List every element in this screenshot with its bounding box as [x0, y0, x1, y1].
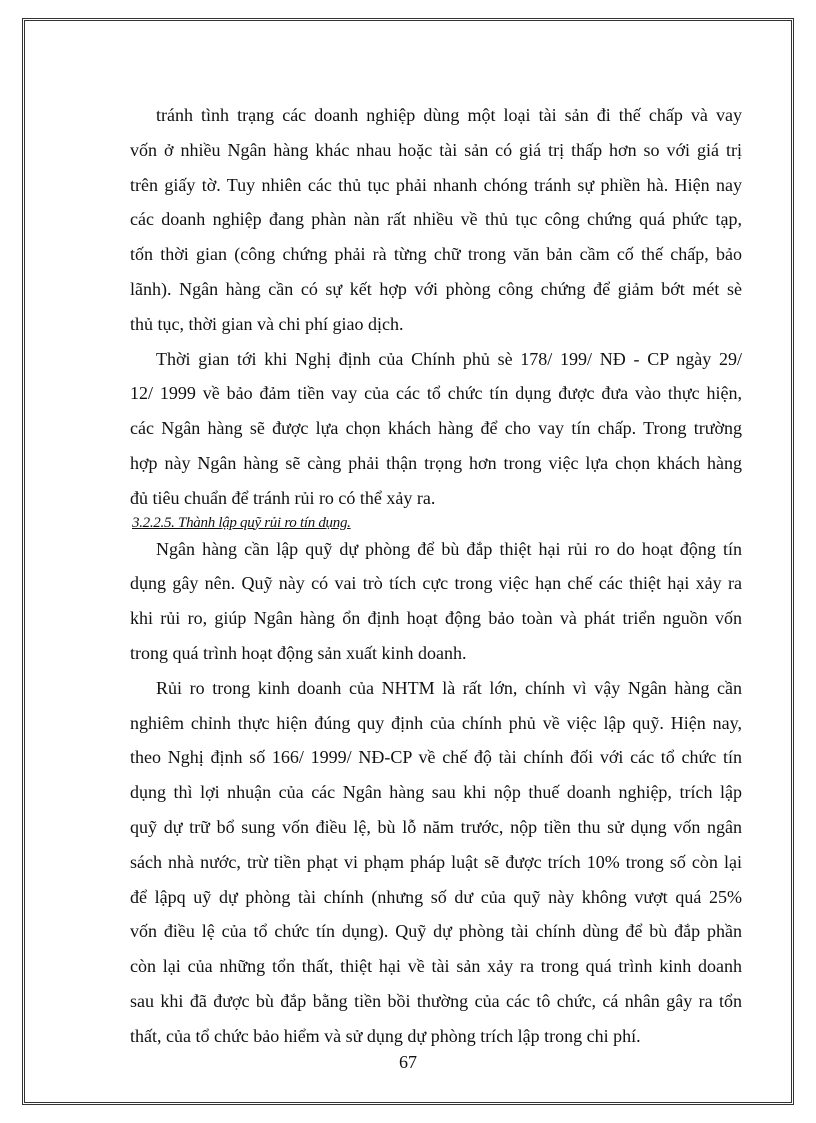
text-line: hợp này Ngân hàng sẽ càng phải thận trọng hơn trong việc lựa chọn khách hàng [130, 452, 742, 473]
text-line: Thời gian tới khi Nghị định của Chính phủ sè 178/ 199/ NĐ - CP ngày 29/ [156, 348, 742, 369]
paragraph-1 [130, 98, 742, 342]
paragraph-2 [130, 342, 742, 516]
text-line: Ngân hàng cần lập quỹ dự phòng để bù đắp thiệt hại rủi ro do hoạt động tín [156, 538, 742, 559]
text-line: dụng gây nên. Quỹ này có vai trò tích cực trong việc hạn chế các thiệt hại xảy ra [130, 573, 742, 594]
text-line: tránh tình trạng các doanh nghiệp dùng một loại tài sản đi thế chấp và vay [156, 105, 742, 125]
section-heading: 3.2.2.5. Thành lập quỹ rủi ro tín dụng. [132, 514, 351, 531]
text-line: các doanh nghiệp đang phàn nàn rất nhiều về thủ tục công chứng quá phức tạp, [130, 209, 742, 230]
text-line: để lậpq uỹ dự phòng tài chính (nhưng số dư của quỹ này không vượt quá 25% [130, 886, 742, 907]
text-line: sách nhà nước, trừ tiền phạt vi phạm pháp luật sẽ được trích 10% trong số còn lại [130, 851, 742, 872]
text-line: vốn điều lệ của tổ chức tín dụng). Quỹ dự phòng tài chính dùng để bù đắp phần [130, 921, 742, 942]
page-content [130, 98, 742, 1054]
text-line: trong quá trình hoạt động sản xuất kinh doanh. [130, 642, 467, 663]
text-line: thủ tục, thời gian và chi phí giao dịch. [130, 313, 404, 334]
text-line: quỹ dự trữ bổ sung vốn điều lệ, bù lỗ năm trước, nộp tiền thu sử dụng vốn ngân [130, 816, 742, 837]
text-line: còn lại của những tổn thất, thiệt hại về tài sản xảy ra trong quá trình kinh doanh [130, 956, 742, 977]
text-line: thất, của tổ chức bảo hiểm và sử dụng dự phòng trích lập trong chi phí. [130, 1025, 641, 1046]
text-line: lãnh). Ngân hàng cần có sự kết hợp với phòng công chứng để giảm bớt mét sè [130, 278, 742, 299]
text-line: khi rủi ro, giúp Ngân hàng ổn định hoạt động bảo toàn và phát triển nguồn vốn [130, 608, 742, 629]
paragraph-3 [130, 532, 742, 671]
text-line: 12/ 1999 về bảo đảm tiền vay của các tổ chức tín dụng được đưa vào thực hiện, [130, 383, 742, 404]
text-line: theo Nghị định số 166/ 1999/ NĐ-CP về chế độ tài chính đối với các tổ chức tín [130, 747, 742, 768]
page-number: 67 [399, 1052, 417, 1072]
text-line: đủ tiêu chuẩn để tránh rủi ro có thể xảy ra. [130, 487, 436, 508]
text-line: các Ngân hàng sẽ được lựa chọn khách hàng để cho vay tín chấp. Trong trường [130, 418, 742, 439]
text-line: Rủi ro trong kinh doanh của NHTM là rất lớn, chính vì vậy Ngân hàng cần [156, 677, 742, 698]
text-line: vốn ở nhiều Ngân hàng khác nhau hoặc tài sản có giá trị thấp hơn so với giá trị [130, 139, 742, 160]
text-line: sau khi đã được bù đắp bằng tiền bồi thường của các tô chức, cá nhân gây ra tổn [130, 990, 742, 1011]
text-line: dụng thì lợi nhuận của các Ngân hàng sau khi nộp thuế doanh nghiệp, trích lập [130, 782, 742, 803]
text-line: tốn thời gian (công chứng phải rà từng chữ trong văn bản cầm cố thế chấp, bảo [130, 244, 742, 265]
text-line: nghiêm chỉnh thực hiện đúng quy định của chính phủ về việc lập quỹ. Hiện nay, [130, 712, 742, 733]
text-line: trên giấy tờ. Tuy nhiên các thủ tục phải nhanh chóng tránh sự phiền hà. Hiện nay [130, 174, 742, 195]
paragraph-4 [130, 671, 742, 1054]
